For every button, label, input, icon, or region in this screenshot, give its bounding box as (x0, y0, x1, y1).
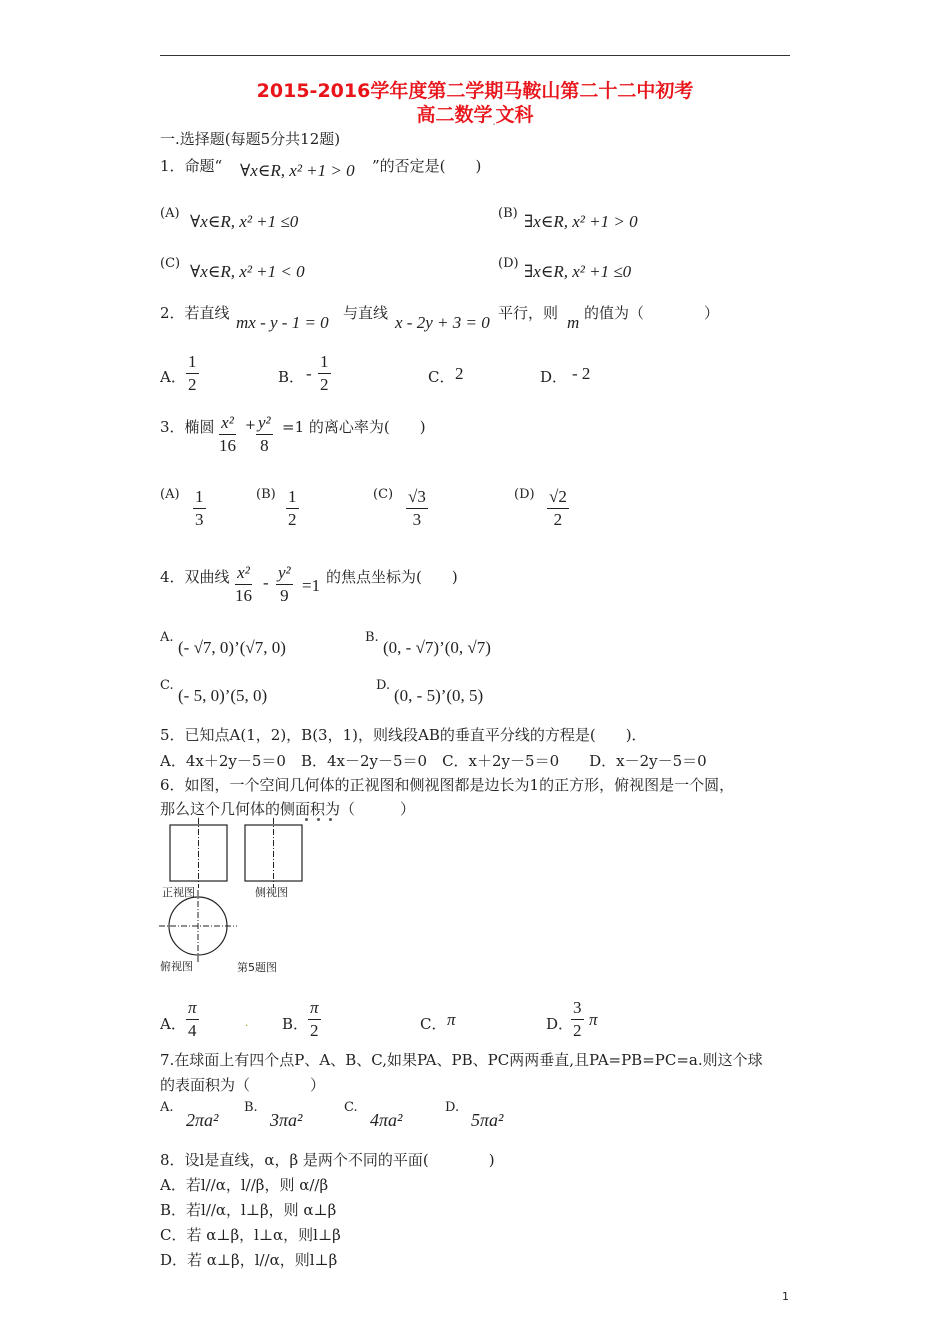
q4-term2-den: 9 (280, 586, 289, 605)
q3-stem-a: 3．椭圆 (160, 418, 215, 436)
section-heading: 一.选择题(每题5分共12题) (160, 130, 341, 148)
q4-option-c-label: C. (160, 678, 174, 693)
q4-option-d-label: D. (376, 678, 391, 693)
q1-option-c-label: (C) (160, 256, 181, 271)
q8-option-a: A．若l//α，l//β，则 α//β (160, 1176, 329, 1194)
q3-option-d-label: (D) (514, 487, 535, 502)
q3-option-d-den: 2 (553, 510, 563, 529)
q8-stem: 8．设l是直线，α，β 是两个不同的平面( ) (160, 1151, 495, 1169)
q4-option-a: (- √7, 0)’(√7, 0) (178, 638, 286, 657)
q6-option-d-den: 2 (573, 1021, 582, 1040)
q2-option-c: 2 (455, 364, 464, 383)
q3-option-d-num: √2 (549, 487, 567, 506)
q3-option-c-num: √3 (408, 487, 426, 506)
q4-minus: - (263, 573, 269, 592)
q6-stem-line2: 那么这个几何体的侧面积为（ ） (160, 800, 416, 818)
q3-option-b-fraction (286, 487, 299, 530)
q3-option-a-den: 3 (195, 510, 204, 529)
q3-option-c-label: (C) (373, 487, 394, 502)
q8-option-c: C．若 α⊥β，l⊥α，则l⊥β (160, 1226, 341, 1244)
q7-stem-line2: 的表面积为（ ） (160, 1076, 326, 1094)
q3-option-c-den: 3 (412, 510, 422, 529)
q6-option-b-label: B． (282, 1015, 309, 1033)
q3-option-b-den: 2 (288, 510, 297, 529)
q1-option-a-label: (A) (160, 206, 180, 221)
q1-option-d: ∃x∈R, x² +1 ≤0 (524, 262, 632, 281)
q3-option-b-num: 1 (288, 487, 297, 506)
q3-term2-den: 8 (260, 436, 269, 455)
q6-option-a-fraction (186, 998, 199, 1041)
q1-option-b: ∃x∈R, x² +1 > 0 (524, 212, 638, 231)
q6-option-c: π (447, 1010, 456, 1029)
q8-option-b: B．若l//α，l⊥β，则 α⊥β (160, 1201, 337, 1219)
q7-option-c: 4πa² (370, 1110, 403, 1130)
q3-option-b-label: (B) (256, 487, 276, 502)
q3-option-c-fraction (406, 487, 428, 530)
q2-line1: mx - y - 1 = 0 (236, 313, 329, 332)
q6-option-d-pi: π (589, 1010, 598, 1029)
q1-option-d-label: (D) (498, 256, 519, 271)
q2-option-a-label: A． (160, 368, 186, 386)
q8-option-d: D．若 α⊥β，l//α，则l⊥β (160, 1251, 338, 1269)
q6-option-a-den: 4 (188, 1021, 197, 1040)
q7-option-d-label: D. (445, 1100, 460, 1115)
q7-option-a-label: A. (160, 1100, 174, 1115)
q4-term2-num: y² (278, 563, 291, 582)
figure-caption: 第5题图 (237, 961, 277, 974)
q7-option-d: 5πa² (471, 1110, 504, 1130)
q2-option-b-label: B． (278, 368, 305, 386)
q7-option-a: 2πa² (186, 1110, 219, 1130)
q3-option-a-num: 1 (195, 487, 204, 506)
q6-option-d-fraction (571, 998, 584, 1041)
top-rule (160, 55, 790, 56)
q2-stem-d: 的值为（ ） (584, 304, 720, 322)
q5-stem: 5．已知点A(1，2)，B(3，1)，则线段AB的垂直平分线的方程是( )． (160, 726, 647, 744)
q3-term1-fraction (219, 413, 236, 456)
q4-term1-den: 16 (235, 586, 252, 605)
q1-stem-a: 1．命题“ (160, 157, 223, 175)
q6-option-b-den: 2 (310, 1021, 319, 1040)
q4-option-c: (- 5, 0)’(5, 0) (178, 686, 268, 705)
q3-term2-num: y² (258, 413, 271, 432)
q2-option-b-sign: - (306, 364, 312, 383)
q6-option-a-label: A． (160, 1015, 186, 1033)
q4-term1-num: x² (237, 563, 250, 582)
q3-option-a-label: (A) (160, 487, 180, 502)
q6-stem-line1: 6．如图，一个空间几何体的正视图和侧视图都是边长为1的正方形，俯视图是一个圆， (160, 776, 735, 794)
front-view-label: 正视图 (162, 886, 195, 899)
q2-line2: x - 2y + 3 = 0 (395, 313, 490, 332)
subtitle-part-a: 高二数学 (416, 104, 493, 126)
subtitle-part-b: 文科 (495, 104, 534, 126)
q1-stem-b: ”的否定是( ) (372, 157, 482, 175)
q4-option-a-label: A. (160, 630, 174, 645)
q2-option-d-label: D． (540, 368, 568, 386)
q1-option-b-label: (B) (498, 206, 518, 221)
q2-option-c-label: C． (428, 368, 455, 386)
q6-option-c-label: C． (420, 1015, 447, 1033)
q4-term2-fraction (276, 563, 293, 606)
q2-stem-a: 2．若直线 (160, 304, 230, 322)
q7-stem-line1: 7.在球面上有四个点P、A、B、C,如果PA、PB、PC两两垂直,且PA=PB=PC=a.则这个球 (160, 1051, 763, 1069)
q2-option-b-den: 2 (320, 375, 329, 394)
q3-plus: + (245, 418, 256, 433)
q6-option-a-num: π (188, 998, 197, 1017)
q3-term1-num: x² (221, 413, 234, 432)
q6-option-b-fraction (308, 998, 321, 1041)
q2-option-b-num: 1 (320, 352, 329, 371)
q4-stem-b: 的焦点坐标为( ) (326, 568, 458, 586)
emphasis-dot (329, 818, 332, 821)
q3-option-a-fraction (193, 487, 206, 530)
q6-option-d-num: 3 (573, 998, 582, 1017)
q4-option-d: (0, - 5)’(0, 5) (394, 686, 484, 705)
q4-option-b-label: B. (365, 630, 379, 645)
q1-option-a: ∀x∈R, x² +1 ≤0 (190, 212, 299, 231)
q5-options: A．4x＋2y－5＝0 B．4x－2y－5＝0 C．x＋2y－5＝0 D．x－2y－5＝0 (160, 752, 707, 770)
q1-option-c: ∀x∈R, x² +1 < 0 (190, 262, 305, 281)
q2-option-b-fraction (318, 352, 331, 395)
q3-stem-b: =1 的离心率为( ) (282, 418, 426, 436)
q2-option-d: - 2 (572, 364, 591, 383)
q3-option-d-fraction (547, 487, 569, 530)
q4-option-b: (0, - √7)’(0, √7) (383, 638, 491, 657)
page-subtitle: 高二数学.文科 (416, 104, 534, 127)
q2-option-a-fraction (186, 352, 199, 395)
top-view-label: 俯视图 (160, 960, 193, 973)
page-number: 1 (782, 1290, 789, 1303)
q6-option-b-num: π (310, 998, 319, 1017)
q7-option-b: 3πa² (270, 1110, 303, 1130)
q2-var-m: m (567, 313, 580, 332)
q1-expression: ∀x∈R, x² +1 > 0 (240, 161, 355, 180)
side-view-label: 侧视图 (255, 886, 288, 899)
q4-equals: =1 (302, 576, 321, 595)
q3-term2-fraction (256, 413, 273, 456)
q7-option-b-label: B. (244, 1100, 258, 1115)
q2-option-a-den: 2 (188, 375, 197, 394)
q2-option-a-num: 1 (188, 352, 197, 371)
q4-term1-fraction (235, 563, 252, 606)
page-title: 2015-2016学年度第二学期马鞍山第二十二中初考 (256, 80, 694, 102)
q4-stem-a: 4．双曲线 (160, 568, 230, 586)
q7-option-c-label: C. (344, 1100, 358, 1115)
q3-term1-den: 16 (219, 436, 236, 455)
q2-stem-c: 平行，则 (498, 304, 559, 322)
three-view-figure (155, 818, 315, 978)
q2-stem-b: 与直线 (343, 304, 389, 322)
emphasis-dot (317, 818, 320, 821)
q6-option-d-label: D． (546, 1015, 574, 1033)
